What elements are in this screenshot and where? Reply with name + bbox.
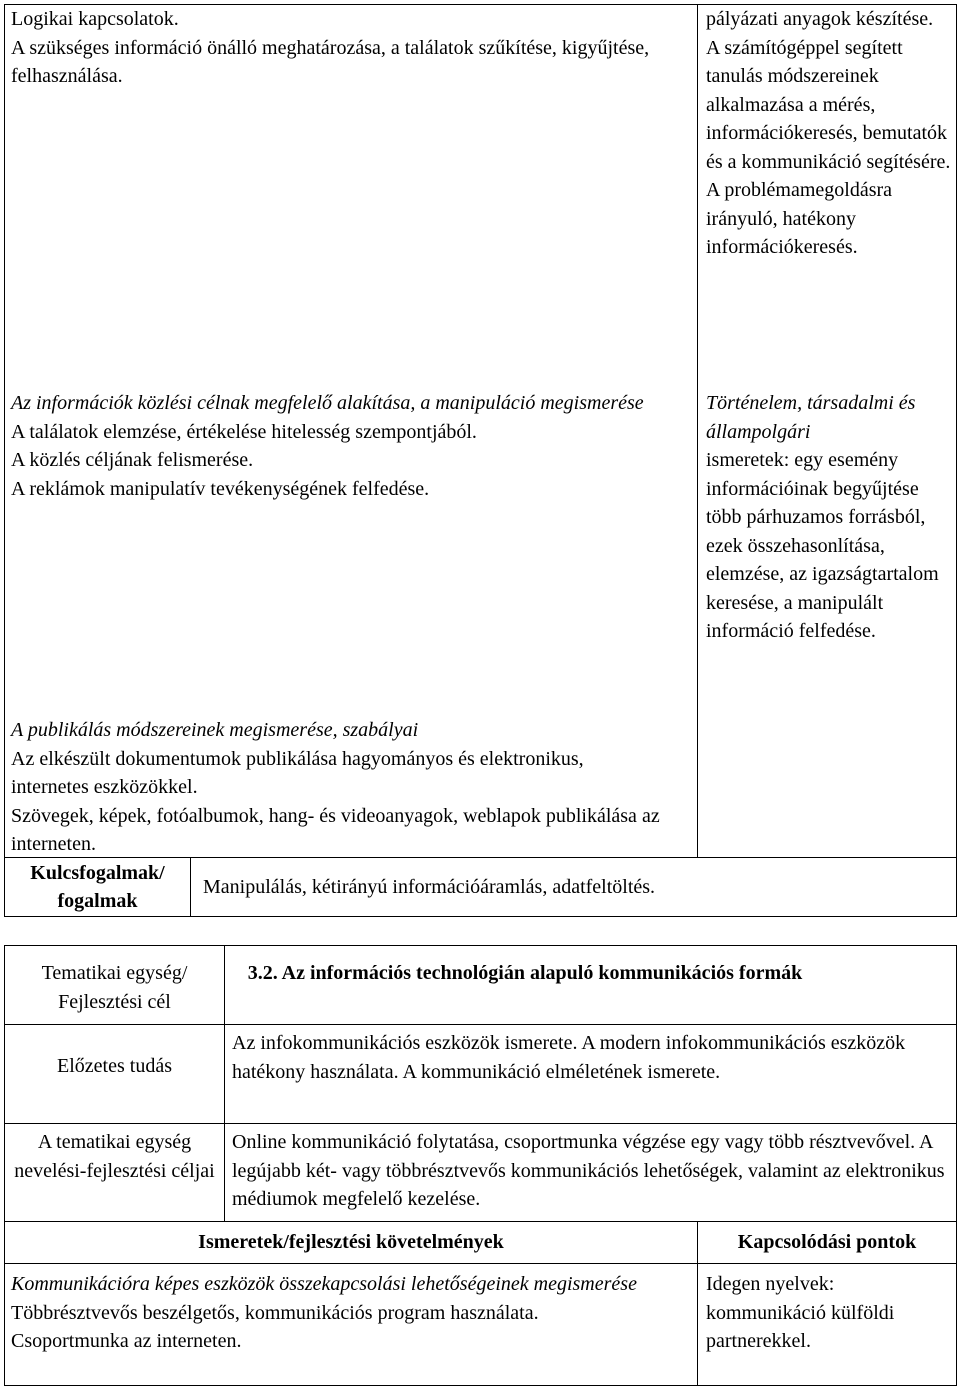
table2-right-border xyxy=(956,945,957,1386)
text-line: ismeretek: egy esemény információinak begyűjtése több párhuzamos forrásból, ezek összehasonlítása, elemzése, az igazságtartalom keresése, a manipulált információ felfedése. xyxy=(706,449,939,642)
table2-row-divider-1 xyxy=(4,1024,957,1025)
connections-content: Idegen nyelvek: kommunikáció külföldi partnerekkel. xyxy=(706,1273,895,1352)
text-line: Logikai kapcsolatok. xyxy=(11,8,179,30)
text-line: Az elkészült dokumentumok publikálása hagyományos és elektronikus, internetes eszközökkel. xyxy=(11,747,584,798)
table2-row-divider-3 xyxy=(4,1221,957,1222)
table1-column-divider xyxy=(697,4,698,857)
text-line: Többrésztvevős beszélgetős, kommunikációs program használata. xyxy=(11,1301,539,1324)
prior-knowledge-text: Az infokommunikációs eszközök ismerete. A modern infokommunikációs eszközök hatékony használata. A kommunikáció elméletének ismerete. xyxy=(232,1032,906,1083)
text-line: A reklámok manipulatív tevékenységének felfedése. xyxy=(11,477,430,500)
table2-bottom-border xyxy=(4,1385,957,1386)
table1-bottom-border xyxy=(4,916,957,917)
connections-header: Kapcsolódási pontok xyxy=(737,1231,917,1253)
text-line: A problémamegoldásra irányuló, hatékony információkeresés. xyxy=(706,179,893,258)
goals-text: Online kommunikáció folytatása, csoportmunka végzése egy vagy több résztvevővel. A legújabb két- vagy többrésztvevős kommunikációs lehetőségek, valamint az elektronikus médiumok megfelelő kezelése. xyxy=(232,1131,945,1210)
requirements-block-2 xyxy=(11,389,693,503)
table1-right-border xyxy=(956,4,957,917)
requirements-content xyxy=(11,1270,693,1356)
requirements-block-3 xyxy=(11,716,693,859)
table1-left-border xyxy=(4,4,5,917)
unit-label: Tematikai egység/ Fejlesztési cél xyxy=(41,962,188,1013)
text-line: Csoportmunka az interneten. xyxy=(11,1330,242,1352)
section-heading: Az információk közlési célnak megfelelő alakítása, a manipuláció megismerése xyxy=(11,392,644,414)
unit-title: 3.2. Az információs technológián alapuló kommunikációs formák xyxy=(247,962,803,984)
text-line: Szövegek, képek, fotóalbumok, hang- és videoanyagok, weblapok publikálása az interneten. xyxy=(11,804,660,855)
section-heading: Kommunikációra képes eszközök összekapcsolási lehetőségeinek megismerése xyxy=(11,1273,637,1295)
goals-label: A tematikai egység nevelési-fejlesztési céljai xyxy=(14,1131,215,1182)
text-line: A közlés céljának felismerése. xyxy=(11,449,254,471)
text-line: pályázati anyagok készítése. xyxy=(706,8,934,30)
prior-knowledge-label: Előzetes tudás xyxy=(57,1055,172,1077)
requirements-block-1 xyxy=(11,5,693,91)
table2-row-divider-2 xyxy=(4,1123,957,1124)
section-heading: A publikálás módszereinek megismerése, szabályai xyxy=(11,719,419,741)
table2-top-border xyxy=(4,945,957,946)
table2-label-divider xyxy=(224,945,225,1221)
section-heading: Történelem, társadalmi és állampolgári xyxy=(706,392,916,443)
keywords-value: Manipulálás, kétirányú információáramlás, adatfeltöltés. xyxy=(203,876,656,898)
connections-block-1 xyxy=(706,5,954,262)
table1-keyword-divider xyxy=(190,857,191,917)
connections-block-2 xyxy=(706,389,954,646)
table2-row-divider-4 xyxy=(4,1263,957,1264)
text-line: A számítógéppel segített tanulás módszereinek alkalmazása a mérés, információkeresés, bemutatók és a kommunikáció segítésére. xyxy=(706,36,951,173)
keywords-label: Kulcsfogalmak/ fogalmak xyxy=(30,862,165,912)
text-line: A szükséges információ önálló meghatározása, a találatok szűkítése, kigyűjtése, felhasználása. xyxy=(11,36,650,87)
requirements-header: Ismeretek/fejlesztési követelmények xyxy=(198,1231,504,1253)
text-line: A találatok elemzése, értékelése hitelesség szempontjából. xyxy=(11,420,477,443)
